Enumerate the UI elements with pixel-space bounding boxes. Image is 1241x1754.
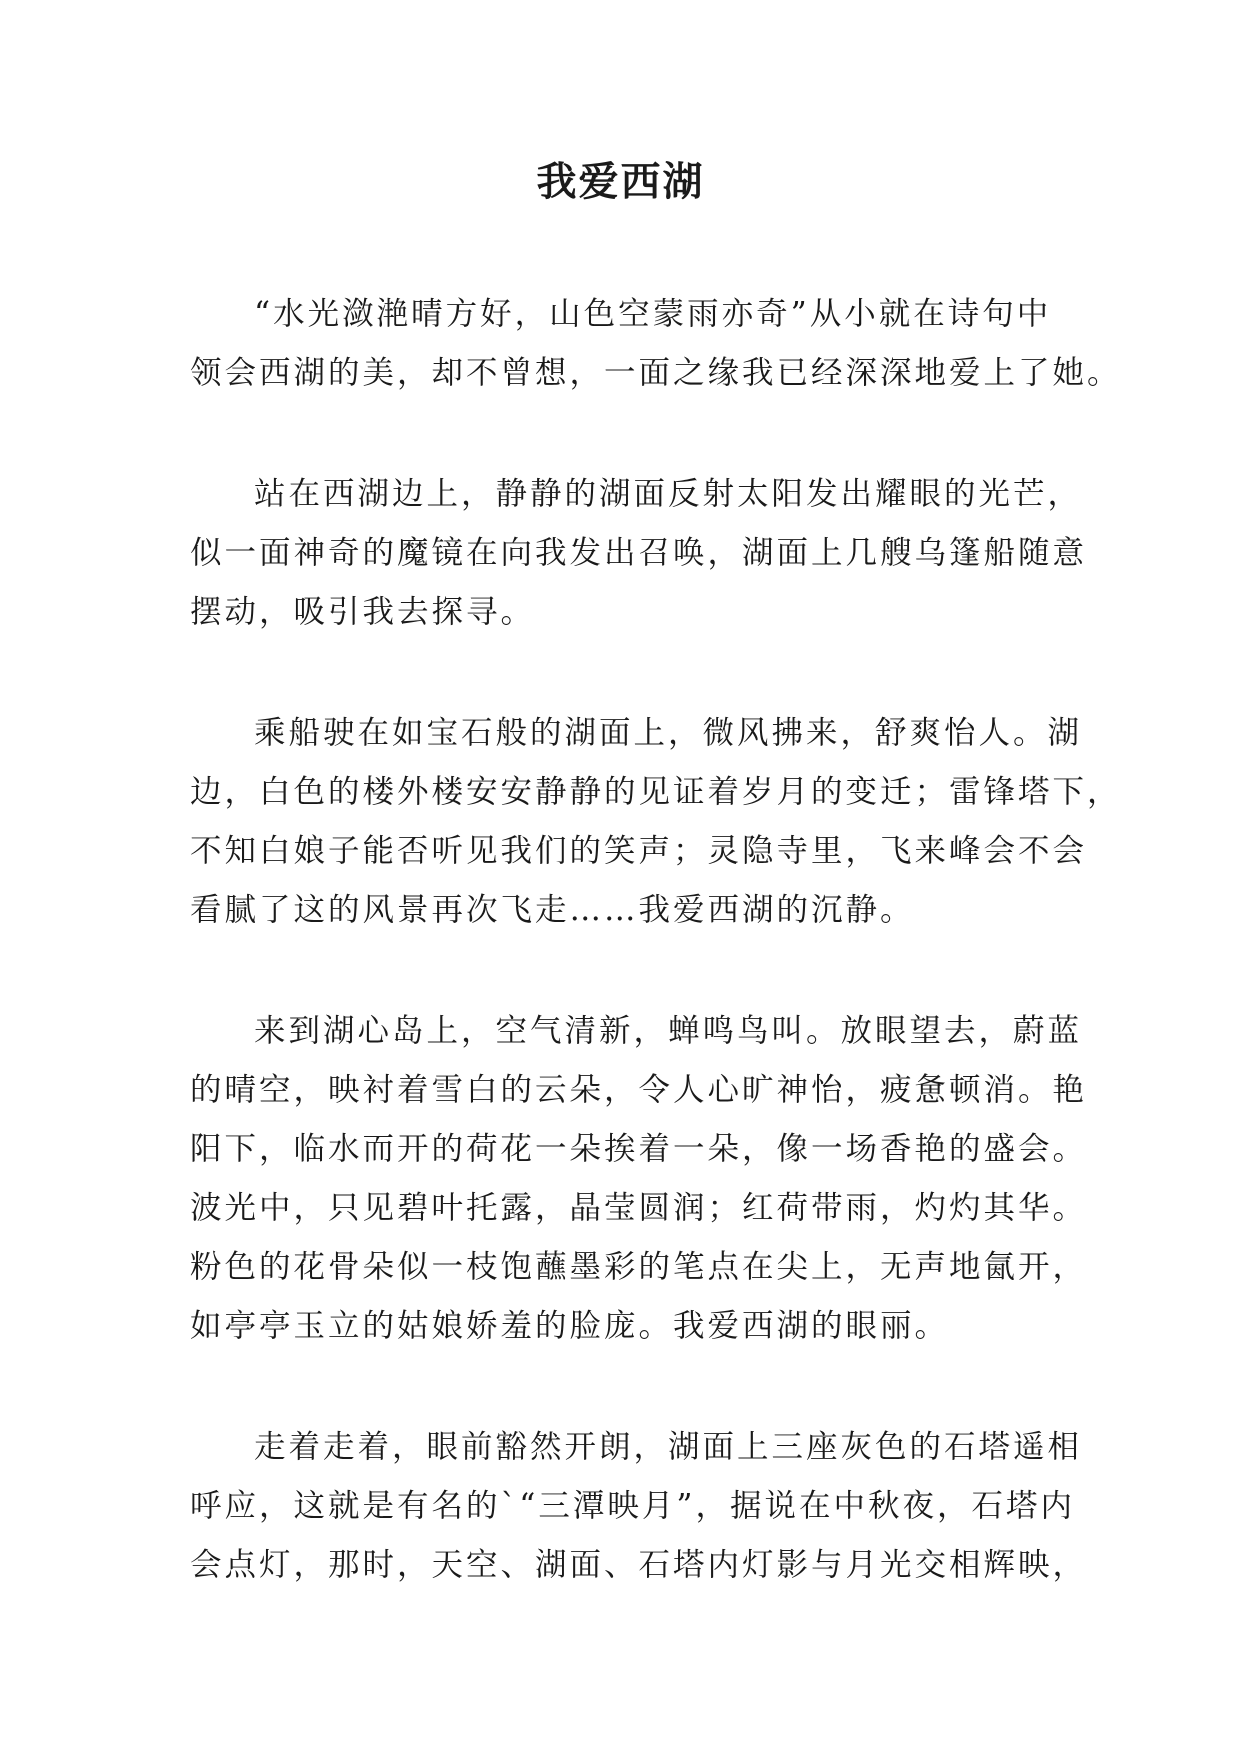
text-line: 边，白色的楼外楼安安静静的见证着岁月的变迁；雷锋塔下，	[190, 774, 1122, 810]
paragraph-2	[190, 465, 1088, 642]
paragraph-3	[190, 704, 1122, 940]
text-line: “水光潋滟晴方好，山色空蒙雨亦奇”从小就在诗句中	[254, 296, 1052, 332]
text-line: 看腻了这的风景再次飞走……我爱西湖的沉静。	[190, 892, 915, 928]
text-line: 粉色的花骨朵似一枝饱蘸墨彩的笔点在尖上，无声地氤开，	[190, 1249, 1088, 1285]
text-line: 呼应，这就是有名的`“三潭映月”，据说在中秋夜，石塔内	[190, 1488, 1075, 1524]
text-line: 走着走着，眼前豁然开朗，湖面上三座灰色的石塔遥相	[254, 1429, 1083, 1465]
text-line: 似一面神奇的魔镜在向我发出召唤，湖面上几艘乌篷船随意	[190, 535, 1088, 571]
document-body	[190, 285, 1122, 1657]
text-line: 的晴空，映衬着雪白的云朵，令人心旷神怡，疲惫顿消。艳	[190, 1072, 1088, 1108]
text-line: 如亭亭玉立的姑娘娇羞的脸庞。我爱西湖的眼丽。	[190, 1308, 950, 1344]
text-line: 乘船驶在如宝石般的湖面上，微风拂来，舒爽怡人。湖	[254, 715, 1083, 751]
document-title: 我爱西湖	[536, 158, 705, 205]
text-line: 来到湖心岛上，空气清新，蝉鸣鸟叫。放眼望去，蔚蓝	[254, 1013, 1083, 1049]
text-line: 阳下，临水而开的荷花一朵挨着一朵，像一场香艳的盛会。	[190, 1131, 1088, 1167]
text-line: 不知白娘子能否听见我们的笑声；灵隐寺里，飞来峰会不会	[190, 833, 1088, 869]
paragraph-5	[190, 1418, 1088, 1595]
text-line: 摆动，吸引我去探寻。	[190, 594, 536, 630]
paragraph-4	[190, 1002, 1088, 1356]
text-line: 站在西湖边上，静静的湖面反射太阳发出耀眼的光芒，	[254, 476, 1083, 512]
paragraph-1	[190, 285, 1122, 403]
text-line: 波光中，只见碧叶托露，晶莹圆润；红荷带雨，灼灼其华。	[190, 1190, 1088, 1226]
text-line: 会点灯，那时，天空、湖面、石塔内灯影与月光交相辉映，	[190, 1547, 1088, 1583]
text-line: 领会西湖的美，却不曾想，一面之缘我已经深深地爱上了她。	[190, 355, 1122, 391]
